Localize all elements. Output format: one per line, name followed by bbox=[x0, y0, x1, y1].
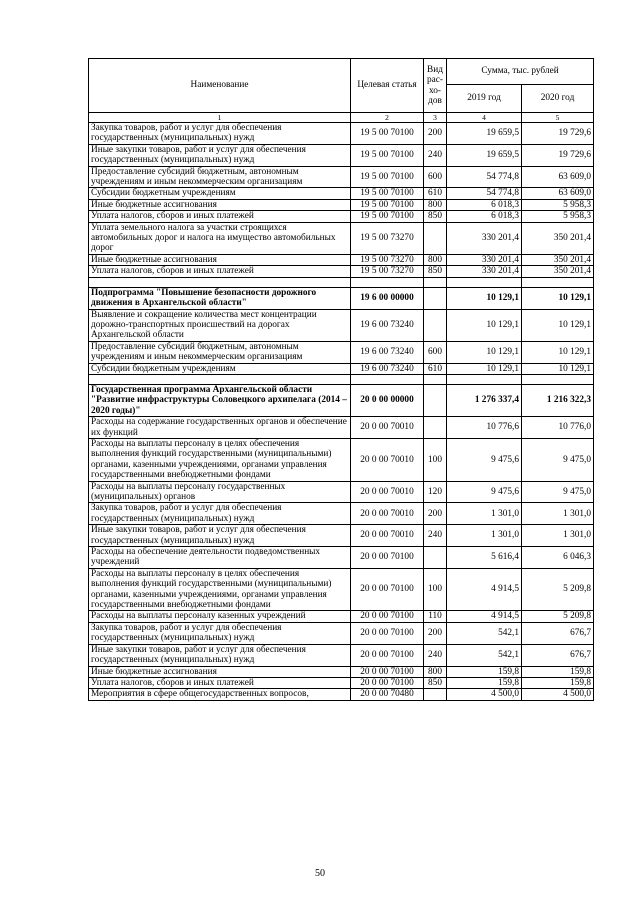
row-target-code: 20 0 00 70100 bbox=[351, 666, 424, 677]
table-row bbox=[89, 481, 594, 503]
row-target-code: 20 0 00 70100 bbox=[351, 547, 424, 569]
row-name: Иные бюджетные ассигнования bbox=[89, 199, 351, 210]
row-target-code: 20 0 00 70100 bbox=[351, 644, 424, 666]
row-sum-2019: 6 018,3 bbox=[447, 211, 522, 222]
row-target-code: 19 6 00 73240 bbox=[351, 363, 424, 374]
row-expense-type: 850 bbox=[424, 211, 447, 222]
table-row bbox=[89, 622, 594, 644]
row-expense-type: 240 bbox=[424, 144, 447, 166]
row-sum-2020: 5 209,8 bbox=[522, 611, 594, 622]
row-target-code: 19 5 00 70100 bbox=[351, 188, 424, 199]
table-row bbox=[89, 503, 594, 525]
row-name: Субсидии бюджетным учреждениям bbox=[89, 363, 351, 374]
row-sum-2019: 10 129,1 bbox=[447, 363, 522, 374]
row-sum-2020: 159,8 bbox=[522, 677, 594, 688]
row-sum-2020: 350 201,4 bbox=[522, 266, 594, 277]
row-expense-type: 240 bbox=[424, 644, 447, 666]
row-target-code: 20 0 00 70010 bbox=[351, 438, 424, 481]
row-sum-2019: 4 914,5 bbox=[447, 611, 522, 622]
row-name: Уплата земельного налога за участки строящихся автомобильных дорог и налога на имущество автомобильных дорог bbox=[89, 222, 351, 254]
spacer-cell bbox=[447, 374, 522, 384]
row-name: Государственная программа Архангельской области "Развитие инфраструктуры Соловецкого архипелага (2014 – 2020 годы)" bbox=[89, 384, 351, 416]
row-name: Закупка товаров, работ и услуг для обеспечения государственных (муниципальных) нужд bbox=[89, 503, 351, 525]
row-sum-2020: 10 129,1 bbox=[522, 363, 594, 374]
row-name: Расходы на выплаты персоналу в целях обеспечения выполнения функций государственными (муниципальными) органами, казенными учреждениями, органами управления государственными внебюджетными фондами bbox=[89, 438, 351, 481]
row-target-code: 19 5 00 70100 bbox=[351, 144, 424, 166]
table-row bbox=[89, 341, 594, 363]
table-row bbox=[89, 222, 594, 254]
row-expense-type: 200 bbox=[424, 123, 447, 145]
row-expense-type: 240 bbox=[424, 525, 447, 547]
row-expense-type: 100 bbox=[424, 438, 447, 481]
row-name: Выявление и сокращение количества мест концентрации дорожно-транспортных происшествий на дорогах Архангельской области bbox=[89, 309, 351, 341]
row-target-code: 19 5 00 70100 bbox=[351, 166, 424, 188]
budget-table bbox=[88, 58, 594, 701]
row-name: Уплата налогов, сборов и иных платежей bbox=[89, 211, 351, 222]
row-target-code: 19 5 00 70100 bbox=[351, 123, 424, 145]
spacer-cell bbox=[351, 374, 424, 384]
table-row bbox=[89, 287, 594, 309]
row-sum-2019: 6 018,3 bbox=[447, 199, 522, 210]
row-sum-2020: 5 209,8 bbox=[522, 568, 594, 611]
row-name: Иные закупки товаров, работ и услуг для обеспечения государственных (муниципальных) нужд bbox=[89, 644, 351, 666]
row-expense-type: 200 bbox=[424, 503, 447, 525]
row-expense-type bbox=[424, 689, 447, 700]
row-sum-2019: 330 201,4 bbox=[447, 254, 522, 265]
table-row bbox=[89, 644, 594, 666]
row-target-code: 20 0 00 70100 bbox=[351, 568, 424, 611]
row-name: Расходы на выплаты персоналу казенных учреждений bbox=[89, 611, 351, 622]
spacer-cell bbox=[522, 277, 594, 287]
spacer-cell bbox=[351, 277, 424, 287]
row-expense-type: 800 bbox=[424, 254, 447, 265]
row-name: Субсидии бюджетным учреждениям bbox=[89, 188, 351, 199]
row-target-code: 19 5 00 73270 bbox=[351, 266, 424, 277]
row-sum-2020: 63 609,0 bbox=[522, 188, 594, 199]
table-row bbox=[89, 677, 594, 688]
row-sum-2019: 10 129,1 bbox=[447, 309, 522, 341]
spacer-cell bbox=[89, 277, 351, 287]
table-row bbox=[89, 547, 594, 569]
row-expense-type bbox=[424, 384, 447, 416]
table-row bbox=[89, 309, 594, 341]
row-name: Иные закупки товаров, работ и услуг для обеспечения государственных (муниципальных) нужд bbox=[89, 525, 351, 547]
table-row bbox=[89, 199, 594, 210]
row-sum-2019: 19 659,5 bbox=[447, 144, 522, 166]
row-name: Закупка товаров, работ и услуг для обеспечения государственных (муниципальных) нужд bbox=[89, 622, 351, 644]
row-sum-2019: 542,1 bbox=[447, 644, 522, 666]
row-expense-type: 800 bbox=[424, 199, 447, 210]
row-expense-type: 200 bbox=[424, 622, 447, 644]
table-row bbox=[89, 384, 594, 416]
row-target-code: 20 0 00 70010 bbox=[351, 503, 424, 525]
row-expense-type: 100 bbox=[424, 568, 447, 611]
row-sum-2019: 159,8 bbox=[447, 677, 522, 688]
row-sum-2020: 19 729,6 bbox=[522, 144, 594, 166]
spacer-row bbox=[89, 277, 594, 287]
row-expense-type: 600 bbox=[424, 341, 447, 363]
row-target-code: 20 0 00 70480 bbox=[351, 689, 424, 700]
column-index: 2 bbox=[351, 113, 424, 123]
row-expense-type: 610 bbox=[424, 188, 447, 199]
table-row bbox=[89, 266, 594, 277]
row-name: Иные бюджетные ассигнования bbox=[89, 254, 351, 265]
table-row bbox=[89, 689, 594, 700]
header-sum: Сумма, тыс. рублей bbox=[447, 59, 594, 85]
column-index: 4 bbox=[447, 113, 522, 123]
row-sum-2020: 10 129,1 bbox=[522, 287, 594, 309]
row-sum-2019: 4 914,5 bbox=[447, 568, 522, 611]
row-sum-2020: 159,8 bbox=[522, 666, 594, 677]
row-sum-2019: 159,8 bbox=[447, 666, 522, 677]
row-name: Расходы на содержание государственных органов и обеспечение их функций bbox=[89, 417, 351, 439]
row-sum-2020: 5 958,3 bbox=[522, 199, 594, 210]
row-target-code: 20 0 00 00000 bbox=[351, 384, 424, 416]
row-sum-2019: 1 276 337,4 bbox=[447, 384, 522, 416]
row-sum-2019: 19 659,5 bbox=[447, 123, 522, 145]
table-row bbox=[89, 123, 594, 145]
spacer-cell bbox=[522, 374, 594, 384]
row-name: Предоставление субсидий бюджетным, автономным учреждениям и иным некоммерческим организациям bbox=[89, 341, 351, 363]
row-name: Закупка товаров, работ и услуг для обеспечения государственных (муниципальных) нужд bbox=[89, 123, 351, 145]
column-index: 3 bbox=[424, 113, 447, 123]
row-sum-2019: 54 774,8 bbox=[447, 188, 522, 199]
row-target-code: 20 0 00 70010 bbox=[351, 525, 424, 547]
row-sum-2020: 350 201,4 bbox=[522, 222, 594, 254]
row-sum-2020: 10 776,0 bbox=[522, 417, 594, 439]
row-sum-2019: 10 129,1 bbox=[447, 287, 522, 309]
row-sum-2020: 10 129,1 bbox=[522, 341, 594, 363]
row-sum-2019: 330 201,4 bbox=[447, 222, 522, 254]
table-row bbox=[89, 611, 594, 622]
row-sum-2020: 4 500,0 bbox=[522, 689, 594, 700]
table-row bbox=[89, 666, 594, 677]
table-row bbox=[89, 363, 594, 374]
row-sum-2019: 9 475,6 bbox=[447, 438, 522, 481]
spacer-cell bbox=[89, 374, 351, 384]
table-body bbox=[89, 123, 594, 701]
row-target-code: 19 5 00 73270 bbox=[351, 254, 424, 265]
header-type: Вид рас-хо-дов bbox=[424, 59, 447, 113]
row-sum-2019: 1 301,0 bbox=[447, 525, 522, 547]
row-name: Расходы на обеспечение деятельности подведомственных учреждений bbox=[89, 547, 351, 569]
row-target-code: 20 0 00 70100 bbox=[351, 622, 424, 644]
row-target-code: 20 0 00 70100 bbox=[351, 677, 424, 688]
row-sum-2020: 1 216 322,3 bbox=[522, 384, 594, 416]
spacer-cell bbox=[424, 277, 447, 287]
row-expense-type bbox=[424, 287, 447, 309]
header-name: Наименование bbox=[89, 59, 351, 113]
row-expense-type: 120 bbox=[424, 481, 447, 503]
row-sum-2020: 9 475,0 bbox=[522, 481, 594, 503]
row-expense-type: 850 bbox=[424, 266, 447, 277]
row-expense-type: 610 bbox=[424, 363, 447, 374]
row-expense-type bbox=[424, 309, 447, 341]
row-expense-type: 850 bbox=[424, 677, 447, 688]
header-year-2019: 2019 год bbox=[447, 85, 522, 113]
table-row bbox=[89, 438, 594, 481]
row-sum-2020: 19 729,6 bbox=[522, 123, 594, 145]
row-sum-2019: 9 475,6 bbox=[447, 481, 522, 503]
header-code: Целевая статья bbox=[351, 59, 424, 113]
row-sum-2019: 5 616,4 bbox=[447, 547, 522, 569]
row-sum-2019: 54 774,8 bbox=[447, 166, 522, 188]
row-sum-2020: 6 046,3 bbox=[522, 547, 594, 569]
spacer-cell bbox=[447, 277, 522, 287]
table-row bbox=[89, 211, 594, 222]
row-expense-type bbox=[424, 222, 447, 254]
row-sum-2020: 63 609,0 bbox=[522, 166, 594, 188]
row-expense-type: 600 bbox=[424, 166, 447, 188]
row-target-code: 19 5 00 70100 bbox=[351, 211, 424, 222]
table-row bbox=[89, 144, 594, 166]
table-row bbox=[89, 254, 594, 265]
table-row bbox=[89, 166, 594, 188]
row-name: Мероприятия в сфере общегосударственных вопросов, bbox=[89, 689, 351, 700]
row-sum-2020: 9 475,0 bbox=[522, 438, 594, 481]
row-target-code: 19 5 00 70100 bbox=[351, 199, 424, 210]
row-expense-type: 110 bbox=[424, 611, 447, 622]
row-sum-2020: 1 301,0 bbox=[522, 525, 594, 547]
spacer-cell bbox=[424, 374, 447, 384]
page-number: 50 bbox=[315, 868, 325, 879]
row-sum-2020: 676,7 bbox=[522, 622, 594, 644]
row-name: Уплата налогов, сборов и иных платежей bbox=[89, 677, 351, 688]
row-expense-type bbox=[424, 417, 447, 439]
table-row bbox=[89, 188, 594, 199]
row-sum-2019: 10 776,6 bbox=[447, 417, 522, 439]
row-sum-2020: 676,7 bbox=[522, 644, 594, 666]
row-sum-2020: 10 129,1 bbox=[522, 309, 594, 341]
row-target-code: 20 0 00 70010 bbox=[351, 417, 424, 439]
row-name: Расходы на выплаты персоналу в целях обеспечения выполнения функций государственными (муниципальными) органами, казенными учреждениями, органами управления государственными внебюджетными фондами bbox=[89, 568, 351, 611]
row-name: Предоставление субсидий бюджетным, автономным учреждениям и иным некоммерческим организациям bbox=[89, 166, 351, 188]
header-year-2020: 2020 год bbox=[522, 85, 594, 113]
row-sum-2019: 330 201,4 bbox=[447, 266, 522, 277]
spacer-row bbox=[89, 374, 594, 384]
column-index: 5 bbox=[522, 113, 594, 123]
row-sum-2019: 4 500,0 bbox=[447, 689, 522, 700]
row-sum-2019: 10 129,1 bbox=[447, 341, 522, 363]
row-sum-2020: 1 301,0 bbox=[522, 503, 594, 525]
column-index: 1 bbox=[89, 113, 351, 123]
table-row bbox=[89, 568, 594, 611]
row-sum-2020: 5 958,3 bbox=[522, 211, 594, 222]
row-target-code: 19 6 00 73240 bbox=[351, 341, 424, 363]
row-sum-2019: 542,1 bbox=[447, 622, 522, 644]
table-row bbox=[89, 417, 594, 439]
row-target-code: 19 5 00 73270 bbox=[351, 222, 424, 254]
row-expense-type bbox=[424, 547, 447, 569]
row-expense-type: 800 bbox=[424, 666, 447, 677]
row-name: Уплата налогов, сборов и иных платежей bbox=[89, 266, 351, 277]
row-name: Расходы на выплаты персоналу государственных (муниципальных) органов bbox=[89, 481, 351, 503]
row-target-code: 19 6 00 00000 bbox=[351, 287, 424, 309]
row-name: Подпрограмма "Повышение безопасности дорожного движения в Архангельской области" bbox=[89, 287, 351, 309]
row-target-code: 20 0 00 70010 bbox=[351, 481, 424, 503]
table-row bbox=[89, 525, 594, 547]
row-sum-2020: 350 201,4 bbox=[522, 254, 594, 265]
row-name: Иные бюджетные ассигнования bbox=[89, 666, 351, 677]
row-target-code: 19 6 00 73240 bbox=[351, 309, 424, 341]
row-sum-2019: 1 301,0 bbox=[447, 503, 522, 525]
row-target-code: 20 0 00 70100 bbox=[351, 611, 424, 622]
row-name: Иные закупки товаров, работ и услуг для обеспечения государственных (муниципальных) нужд bbox=[89, 144, 351, 166]
